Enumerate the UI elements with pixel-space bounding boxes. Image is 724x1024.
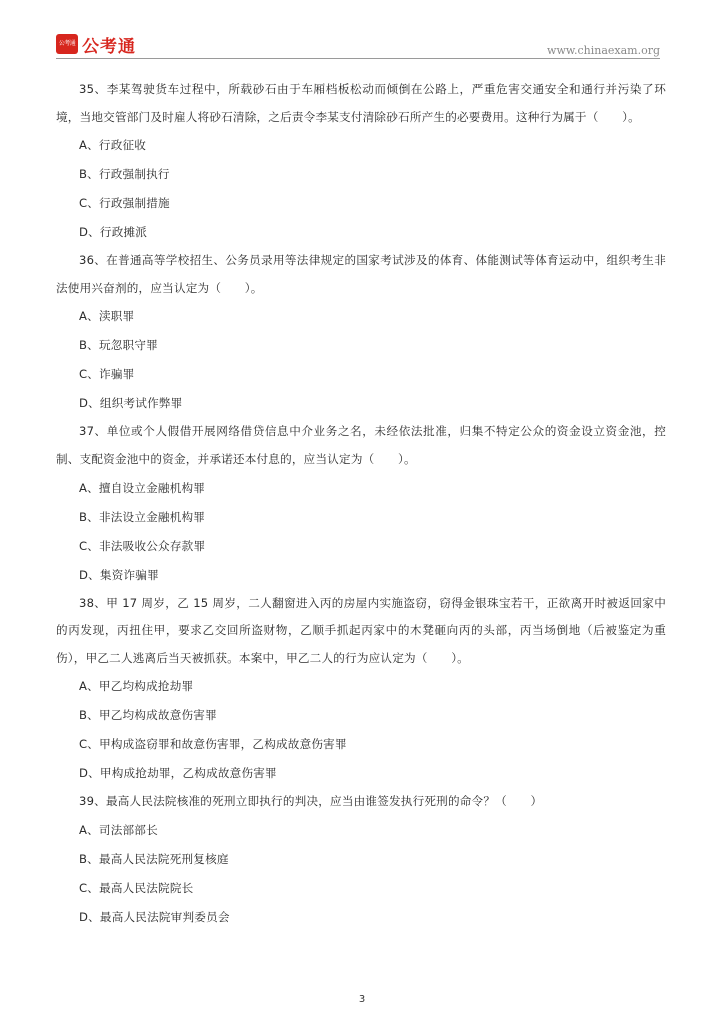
option-b: B、甲乙均构成故意伤害罪 bbox=[79, 708, 217, 723]
option-d: D、集资诈骗罪 bbox=[79, 567, 159, 582]
option-a: A、擅自设立金融机构罪 bbox=[79, 480, 206, 495]
question-38 bbox=[56, 590, 666, 789]
option-a: A、司法部部长 bbox=[79, 822, 158, 837]
question-39 bbox=[56, 788, 666, 932]
question-stem: 35、李某驾驶货车过程中，所载砂石由于车厢档板松动而倾倒在公路上，严重危害交通安全和通行并污染了环境，当地交管部门及时雇人将砂石清除，之后责令李某支付清除砂石所产生的必要费用。这种行为属于（ ）。 bbox=[56, 82, 666, 124]
option-a: A、甲乙均构成抢劫罪 bbox=[79, 679, 194, 694]
question-stem: 39、最高人民法院核准的死刑立即执行的判决，应当由谁签发执行死刑的命令？（ ） bbox=[79, 794, 543, 809]
page-number: 3 bbox=[358, 994, 366, 1005]
option-d: D、最高人民法院审判委员会 bbox=[79, 909, 230, 924]
page-header bbox=[0, 0, 724, 62]
option-a: A、渎职罪 bbox=[79, 309, 135, 324]
option-b: B、行政强制执行 bbox=[79, 167, 170, 182]
question-36 bbox=[56, 247, 666, 418]
question-stem: 38、甲 17 周岁，乙 15 周岁，二人翻窗进入丙的房屋内实施盗窃，窃得金银珠宝若干，正欲离开时被返回家中的丙发现，丙扭住甲，要求乙交回所盗财物，乙顺手抓起丙家中的木凳砸向丙的头部，丙当场倒地（后被鉴定为重伤），甲乙二人逃离后当天被抓获。本案中，甲乙二人的行为应认定为（ ）。 bbox=[56, 595, 666, 665]
option-b: B、玩忽职守罪 bbox=[79, 338, 158, 353]
option-d: D、行政摊派 bbox=[79, 225, 148, 240]
site-url[interactable]: www.chinaexam.org bbox=[547, 44, 660, 57]
question-stem: 36、在普通高等学校招生、公务员录用等法律规定的国家考试涉及的体育、体能测试等体育运动中，组织考生非法使用兴奋剂的，应当认定为（ ）。 bbox=[56, 253, 666, 295]
option-d: D、组织考试作弊罪 bbox=[79, 396, 183, 411]
option-c: C、非法吸收公众存款罪 bbox=[79, 538, 206, 553]
question-list bbox=[56, 76, 666, 932]
option-c: C、诈骗罪 bbox=[79, 367, 135, 382]
logo-text: 公考通 bbox=[82, 37, 136, 57]
option-c: C、最高人民法院院长 bbox=[79, 880, 194, 895]
question-35 bbox=[56, 76, 666, 247]
option-d: D、甲构成抢劫罪，乙构成故意伤害罪 bbox=[79, 766, 277, 781]
option-b: B、最高人民法院死刑复核庭 bbox=[79, 851, 229, 866]
header-divider bbox=[56, 58, 660, 59]
question-stem: 37、单位或个人假借开展网络借贷信息中介业务之名，未经依法批准，归集不特定公众的资金设立资金池，控制、支配资金池中的资金，并承诺还本付息的，应当认定为（ ）。 bbox=[56, 424, 666, 466]
logo-badge: 公考通 bbox=[56, 34, 78, 54]
option-a: A、行政征收 bbox=[79, 138, 147, 153]
option-b: B、非法设立金融机构罪 bbox=[79, 509, 206, 524]
question-37 bbox=[56, 418, 666, 589]
option-c: C、甲构成盗窃罪和故意伤害罪，乙构成故意伤害罪 bbox=[79, 737, 347, 752]
option-c: C、行政强制措施 bbox=[79, 196, 170, 211]
